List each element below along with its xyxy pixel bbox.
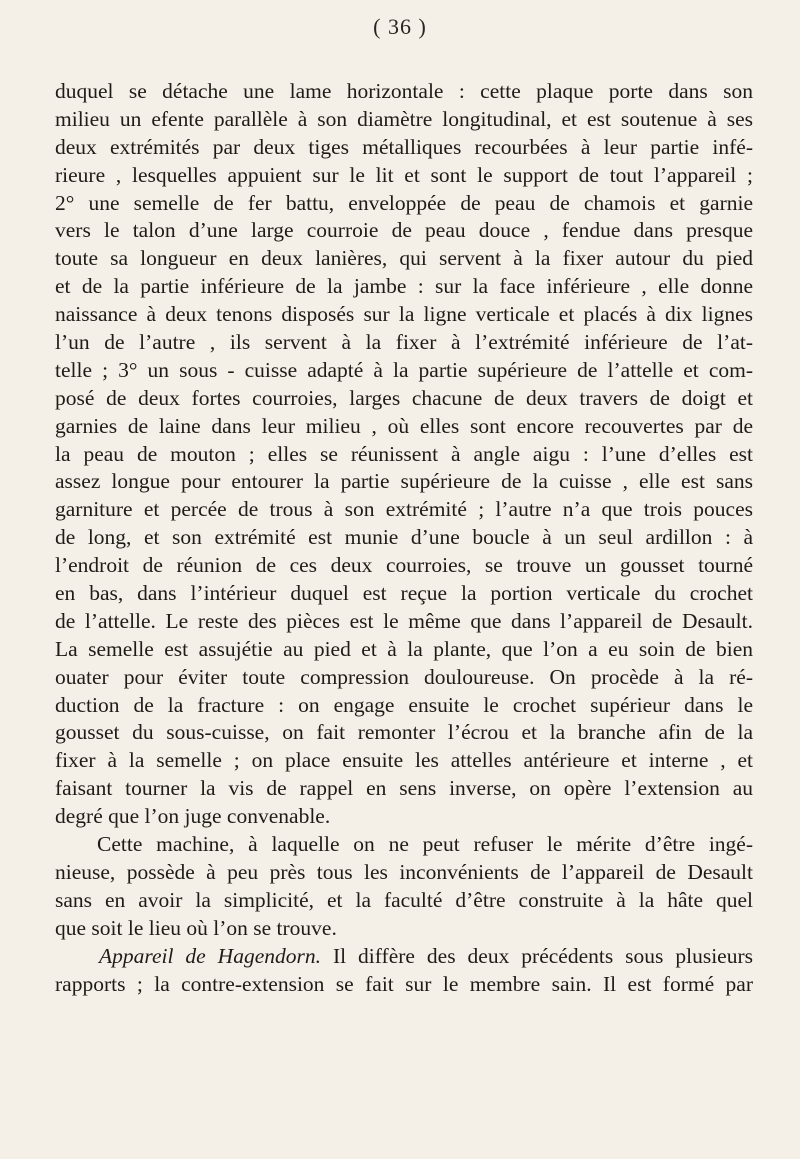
- text-line: ouater pour éviter toute compression douloureuse. On procède à la ré-: [55, 664, 753, 689]
- text-line: l’endroit de réunion de ces deux courroies, se trouve un gousset tourné: [55, 553, 753, 578]
- text-line: [55, 943, 753, 971]
- text-line: vers le talon d’une large courroie de peau douce , fendue dans presque: [55, 218, 753, 243]
- text-line: La semelle est assujétie au pied et à la plante, que l’on a eu soin de bien: [55, 636, 753, 661]
- page-number: ( 36 ): [373, 14, 427, 39]
- text-line: degré que l’on juge convenable.: [55, 804, 331, 829]
- text-line: naissance à deux tenons disposés sur la ligne verticale et placés à dix lignes: [55, 302, 753, 327]
- text-line: toute sa longueur en deux lanières, qui servent à la fixer autour du pied: [55, 246, 753, 271]
- text-line: la peau de mouton ; elles se réunissent à angle aigu : l’une d’elles est: [55, 441, 753, 466]
- text-line: gousset du sous-cuisse, on fait remonter l’écrou et la branche afin de la: [55, 720, 753, 745]
- text-line: posé de deux fortes courroies, larges chacune de deux travers de doigt et: [55, 385, 753, 410]
- section-heading-italic: Appareil de Hagendorn.: [99, 943, 321, 968]
- text-line: de long, et son extrémité est munie d’une boucle à un seul ardillon : à: [55, 525, 753, 550]
- text-line: l’un de l’autre , ils servent à la fixer à l’extrémité inférieure de l’at-: [55, 330, 753, 355]
- text-line: assez longue pour entourer la partie supérieure de la cuisse , elle est sans: [55, 469, 753, 494]
- text-line: milieu un efente parallèle à son diamètre longitudinal, et est soutenue à ses: [55, 106, 753, 131]
- text-line: duquel se détache une lame horizontale : cette plaque porte dans son: [55, 79, 753, 103]
- text-line: 2° une semelle de fer battu, enveloppée de peau de chamois et garnie: [55, 190, 753, 215]
- body-text: [55, 78, 753, 998]
- text-line: nieuse, possède à peu près tous les inconvénients de l’appareil de Desault: [55, 859, 753, 884]
- text-line: Cette machine, à laquelle on ne peut refuser le mérite d’être ingé-: [97, 832, 753, 857]
- text-line: sans en avoir la simplicité, et la faculté d’être construite à la hâte quel: [55, 887, 753, 912]
- text-line: rieure , lesquelles appuient sur le lit et sont le support de tout l’appareil ;: [55, 162, 753, 187]
- text-line: que soit le lieu où l’on se trouve.: [55, 915, 337, 940]
- text-fragment: Il diffère des deux précédents sous plusieurs: [320, 943, 753, 968]
- text-line: rapports ; la contre-extension se fait sur le membre sain. Il est formé par: [55, 971, 753, 996]
- text-line: et de la partie inférieure de la jambe : sur la face inférieure , elle donne: [55, 274, 753, 299]
- text-line: faisant tourner la vis de rappel en sens inverse, on opère l’extension au: [55, 776, 753, 801]
- text-line: fixer à la semelle ; on place ensuite les attelles antérieure et interne , et: [55, 748, 753, 773]
- text-line: deux extrémités par deux tiges métalliques recourbées à leur partie infé-: [55, 134, 753, 159]
- text-line: en bas, dans l’intérieur duquel est reçue la portion verticale du crochet: [55, 581, 753, 606]
- text-line: telle ; 3° un sous - cuisse adapté à la partie supérieure de l’attelle et com-: [55, 357, 753, 382]
- text-line: garniture et percée de trous à son extrémité ; l’autre n’a que trois pouces: [55, 497, 753, 522]
- text-line: duction de la fracture : on engage ensuite le crochet supérieur dans le: [55, 692, 753, 717]
- text-line: garnies de laine dans leur milieu , où elles sont encore recouvertes par de: [55, 413, 753, 438]
- text-line: de l’attelle. Le reste des pièces est le même que dans l’appareil de Desault.: [55, 608, 753, 633]
